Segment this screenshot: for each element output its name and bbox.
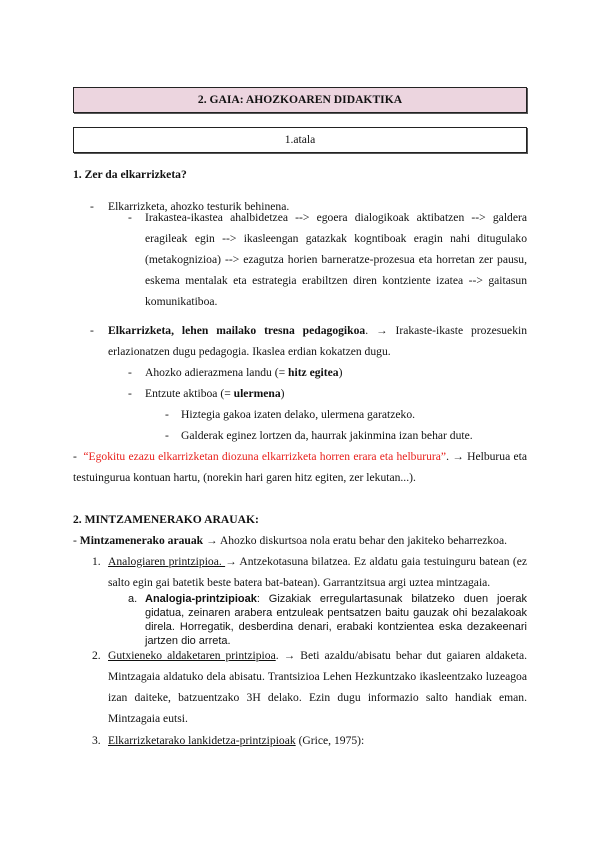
list-item [108, 645, 527, 729]
list-item: Irakastea-ikastea ahalbidetzea --> egoera dialogikoak aktibatzen --> galdera eragileak egin --> ikasleengan gatazkak kogntiboak eragin nahi ditugulako (metakognizioa) --> ezagutza horien barneratze-prozesua eta horretan zer pausu, eskema mentalak eta estrategia erabiltzen diren kontziente izatea --> gaitasun komunikatiboa. [145, 211, 527, 308]
bullet-dash: - [90, 324, 94, 337]
underlined-title: Elkarrizketarako lankidetza-printzipioak [108, 734, 296, 747]
list-number: 1. [92, 555, 101, 568]
bullet-dash: - [128, 387, 132, 400]
text: . → Irakaste-ikaste prozesuekin erlazionatzen dugu pedagogia. Ikaslea erdian kokatzen dugu. [108, 324, 528, 358]
list-item [145, 383, 285, 404]
list-item [108, 320, 527, 362]
text: ) [338, 366, 343, 379]
bold-text: ulermena [233, 387, 281, 400]
bold-text: Mintzamenerako arauak [79, 534, 204, 547]
text: . → Helburua eta testuingurua kontuan hartu, (norekin hari garen hitz egiten, zer lekutan...). [73, 450, 527, 484]
section-subtitle: 1.atala [73, 127, 527, 153]
bold-text: hitz egitea [288, 366, 339, 379]
bullet-dash: - [90, 200, 94, 213]
list-item [108, 551, 527, 593]
text: Ahozko adierazmena landu (= [145, 366, 289, 379]
text: . → Beti azaldu/abisatu behar dut gaiaren aldaketa. Mintzagaia aldatuko dela abisatu. Trantsizioa Lehen Hezkuntzako ikasleentzako luzeagoa izan daiteke, batzuentzako 3H delako. Ezin dugu informazio salto handiak eman. Mintzagaia eutsi. [108, 649, 527, 725]
document-title: 2. GAIA: AHOZKOAREN DIDAKTIKA [73, 87, 527, 113]
text: Entzute aktiboa (= [145, 387, 234, 400]
text: (Grice, 1975): [295, 734, 365, 747]
underlined-title: Analogiaren printzipioa. [108, 555, 226, 568]
bold-text: Analogia-printzipioak [145, 593, 257, 605]
bold-text: Elkarrizketa, lehen mailako tresna pedagogikoa [108, 324, 366, 337]
section-2-heading: 2. MINTZAMENERAKO ARAUAK: [73, 513, 259, 526]
bullet-dash: - [165, 429, 169, 442]
bullet-dash: - [128, 366, 132, 379]
list-item: Elkarrizketa, ahozko testurik behinena. [108, 200, 290, 213]
intro-line: - Mintzamenerako arauak → Ahozko diskurtsoa nola eratu behar den jakiteko beharrezkoa. [73, 534, 508, 547]
list-number: 3. [92, 734, 101, 747]
list-item: Galderak eginez lortzen da, haurrak jakinmina izan behar dute. [181, 429, 473, 442]
bullet-dash: - [165, 408, 169, 421]
list-number: 2. [92, 649, 101, 662]
list-item [145, 362, 342, 383]
section-1-heading: 1. Zer da elkarrizketa? [73, 168, 187, 181]
list-item: Hiztegia gakoa izaten delako, ulermena garatzeko. [181, 408, 416, 421]
text: → Antzekotasuna bilatzea. Ez aldatu gaia testuinguru batean (ez salto egin gai batetik beste batera bat-batean). Garrantzitsua argi uztea mintzagaia. [108, 555, 527, 589]
quote-paragraph: - “Egokitu ezazu elkarrizketan diozuna elkarrizketa horren erara eta helburura”. → Helburua eta testuingurua kontuan hartu, (norekin hari garen hitz egiten, zer lekutan...). [73, 450, 527, 484]
text: ) [280, 387, 285, 400]
text: : Gizakiak erregulartasunak bilatzeko duen joerak gidatua, zeinaren arabera entzuleak pentsatzen baitu gauzak ohi bezalakoak direla. Horregatik, desberdina denari, erabaki kontzientea eska dezakeenari jartzen dio arreta. [145, 593, 527, 647]
bullet-dash: - [128, 211, 132, 224]
underlined-title: Gutxieneko aldaketaren printzipioa [108, 649, 276, 662]
text: → Ahozko diskurtsoa nola eratu behar den jakiteko beharrezkoa. [203, 534, 508, 547]
list-item [145, 592, 527, 648]
list-letter: a. [128, 593, 138, 605]
red-quote: “Egokitu ezazu elkarrizketan diozuna elkarrizketa horren erara eta helburura” [83, 450, 447, 463]
list-item [108, 730, 527, 751]
